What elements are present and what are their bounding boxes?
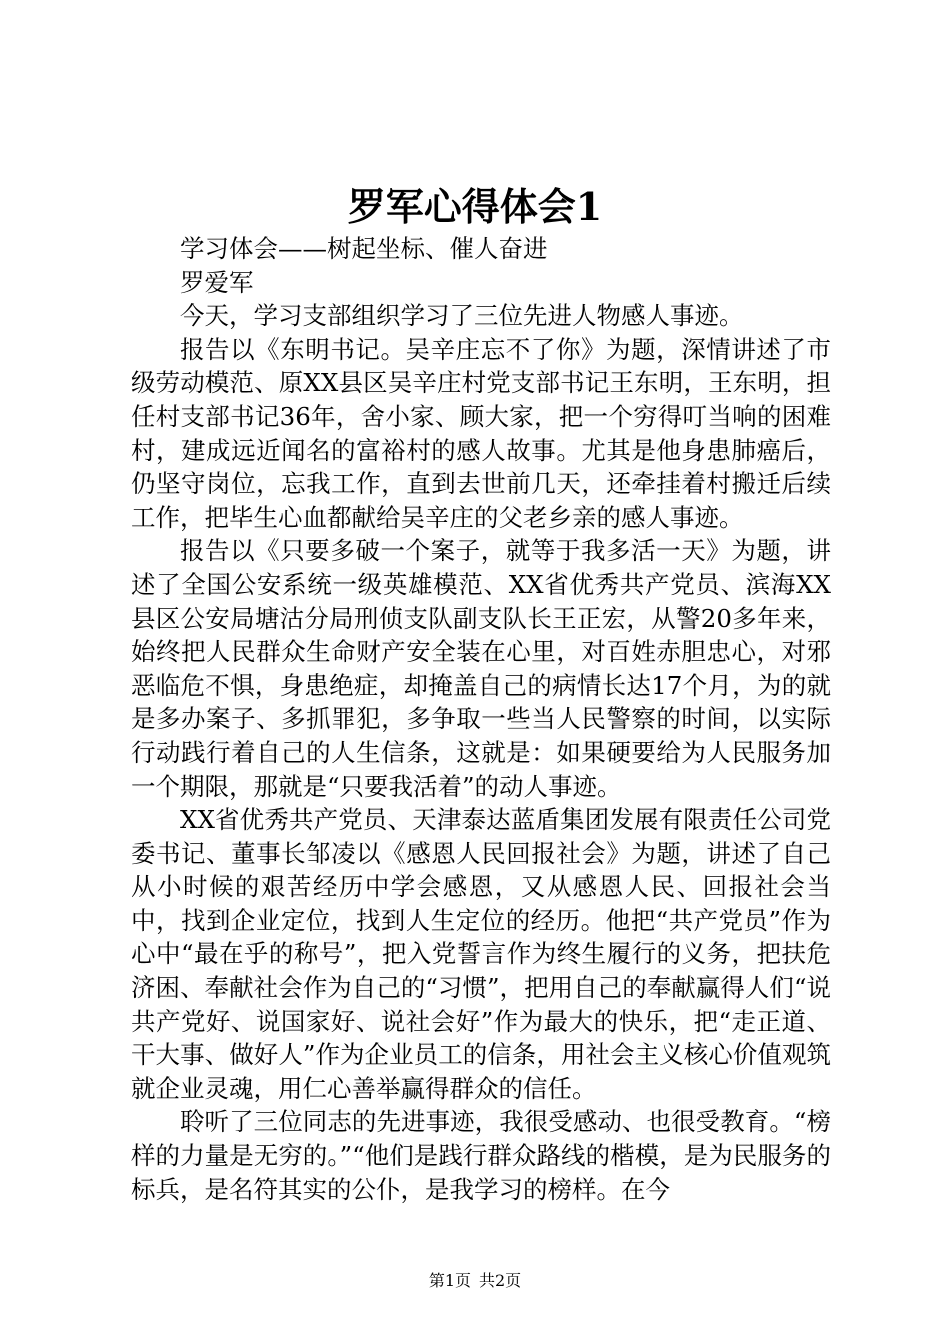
page-number: 第1页: [428, 1271, 471, 1290]
subtitle: 学习体会——树起坐标、催人奋进: [180, 234, 548, 263]
paragraph: 聆听了三位同志的先进事迹，我很受感动、也很受教育。“榜样的力量是无穷的。”“他们是践行群众路线的楷模，是为民服务的标兵，是名符其实的公仆，是我学习的榜样。在今: [131, 1107, 831, 1204]
document-body: [131, 232, 831, 1206]
document-title: 罗军心得体会1: [347, 184, 603, 229]
paragraph: 报告以《只要多破一个案子，就等于我多活一天》为题，讲述了全国公安系统一级英雄模范、XX省优秀共产党员、滨海XX县区公安局塘沽分局刑侦支队副支队长王正宏，从警20多年来，始终把人民群众生命财产安全装在心里，对百姓赤胆忠心，对邪恶临危不惧，身患绝症，却掩盖自己的病情长达17个月，为的就是多办案子、多抓罪犯，多争取一些当人民警察的时间，以实际行动践行着自己的人生信条，这就是：如果硬要给为人民服务加一个期限，那就是“只要我活着”的动人事迹。: [131, 536, 831, 801]
paragraph: 今天，学习支部组织学习了三位先进人物感人事迹。: [180, 301, 744, 331]
page-footer: [0, 1270, 950, 1292]
author: 罗爱军: [180, 267, 254, 297]
paragraph: 报告以《东明书记。吴辛庄忘不了你》为题，深情讲述了市级劳动模范、原XX县区吴辛庄村党支部书记王东明，王东明，担任村支部书记36年，舍小家、顾大家，把一个穷得叮当响的困难村，建成远近闻名的富裕村的感人故事。尤其是他身患肺癌后，仍坚守岗位，忘我工作，直到去世前几天，还牵挂着村搬迁后续工作，把毕生心血都献给吴辛庄的父老乡亲的感人事迹。: [131, 334, 831, 532]
paragraph: XX省优秀共产党员、天津泰达蓝盾集团发展有限责任公司党委书记、董事长邹凌以《感恩人民回报社会》为题，讲述了自己从小时候的艰苦经历中学会感恩，又从感恩人民、回报社会当中，找到企业定位，找到人生定位的经历。他把“共产党员”作为心中“最在乎的称号”，把入党誓言作为终生履行的义务，把扶危济困、奉献社会作为自己的“习惯”，把用自己的奉献赢得人们“说共产党好、说国家好、说社会好”作为最大的快乐，把“走正道、干大事、做好人”作为企业员工的信条，用社会主义核心价值观筑就企业灵魂，用仁心善举赢得群众的信任。: [131, 805, 831, 1103]
page-total: 共2页: [479, 1271, 522, 1290]
